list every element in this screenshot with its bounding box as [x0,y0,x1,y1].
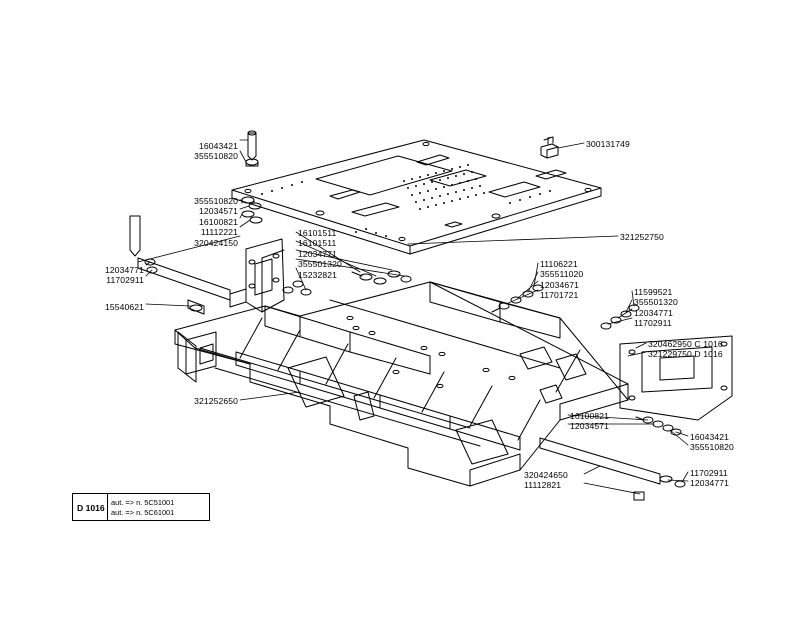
part-number: 11112821 [524,480,562,491]
callout-bottom-right-nuts [690,468,766,489]
part-number: 321252650 [194,396,238,406]
legend-box [72,493,210,521]
part-number: 11702911 [634,318,672,329]
part-number: 12034771 [690,478,730,489]
part-number: 16043421 [690,432,730,442]
callout-321252650 [156,396,238,406]
callout-320424650 [524,470,600,491]
main-frame [175,279,628,486]
part-number: 12034771 [634,307,674,318]
legend-notes [111,498,174,517]
callout-center-fasteners [298,228,376,280]
callout-bottom-center-fasteners [570,411,646,432]
part-number: 16043421 [198,141,238,151]
part-number: 16100821 [198,216,238,227]
part-number: 355501320 [298,259,342,270]
callout-left-washer-stack [150,196,238,248]
legend-code: D 1016 [77,503,105,513]
callout-side-panel-variants [648,339,758,360]
part-number: 12034571 [570,421,610,432]
part-number: 16101511 [298,238,337,249]
fastener-stack-left-washers [242,197,262,223]
part-number: 12034571 [198,206,238,217]
part-number: 355501320 [634,297,678,308]
part-number: 15540621 [104,302,144,312]
fastener-stack-top-left [246,131,258,166]
part-number: 11702911 [106,275,144,286]
legend-note: aut. => n. 5C51001 [111,498,175,507]
callout-right-fasteners [634,287,714,329]
part-number: 300131749 [586,139,630,149]
callout-16043421 [166,141,238,162]
part-number: 12034771 [104,265,144,275]
part-number: 12034771 [298,248,338,259]
bracket-300131749 [541,137,558,158]
left-upright-bracket [230,239,284,312]
part-number: 355511020 [540,269,584,280]
part-number: 355510820 [690,442,734,453]
part-number: 11112221 [200,227,238,238]
part-number: 11702911 [690,468,728,478]
callout-300131749 [586,139,666,149]
part-number: 321252750 [620,232,664,242]
callout-bottom-right-bolts [690,432,766,453]
leader-lines [138,140,688,494]
part-number: 12034671 [540,279,580,290]
callout-15540621 [64,302,144,312]
part-number: 16100821 [570,411,610,421]
part-number: 11599521 [634,287,673,297]
part-number: 321229750 D 1016 [648,349,723,360]
fastener-stack-right-center [492,285,543,312]
part-number: 320424650 [524,470,568,480]
part-number: 11106221 [540,259,578,269]
callout-321252750 [620,232,700,242]
part-number: 320462950 C 1016 [648,339,723,349]
part-number: 355510820 [194,196,238,206]
part-number: 320424150 [194,237,238,248]
legend-note: aut. => n. 5C61001 [111,507,175,517]
part-number: 15232821 [298,269,338,280]
part-number: 355510820 [194,151,238,162]
part-number: 16101511 [298,228,337,238]
callout-right-center-fasteners [540,259,620,301]
part-number: 11701721 [540,290,579,301]
legend-divider [107,494,108,520]
callout-left-rod-fasteners [74,265,144,286]
